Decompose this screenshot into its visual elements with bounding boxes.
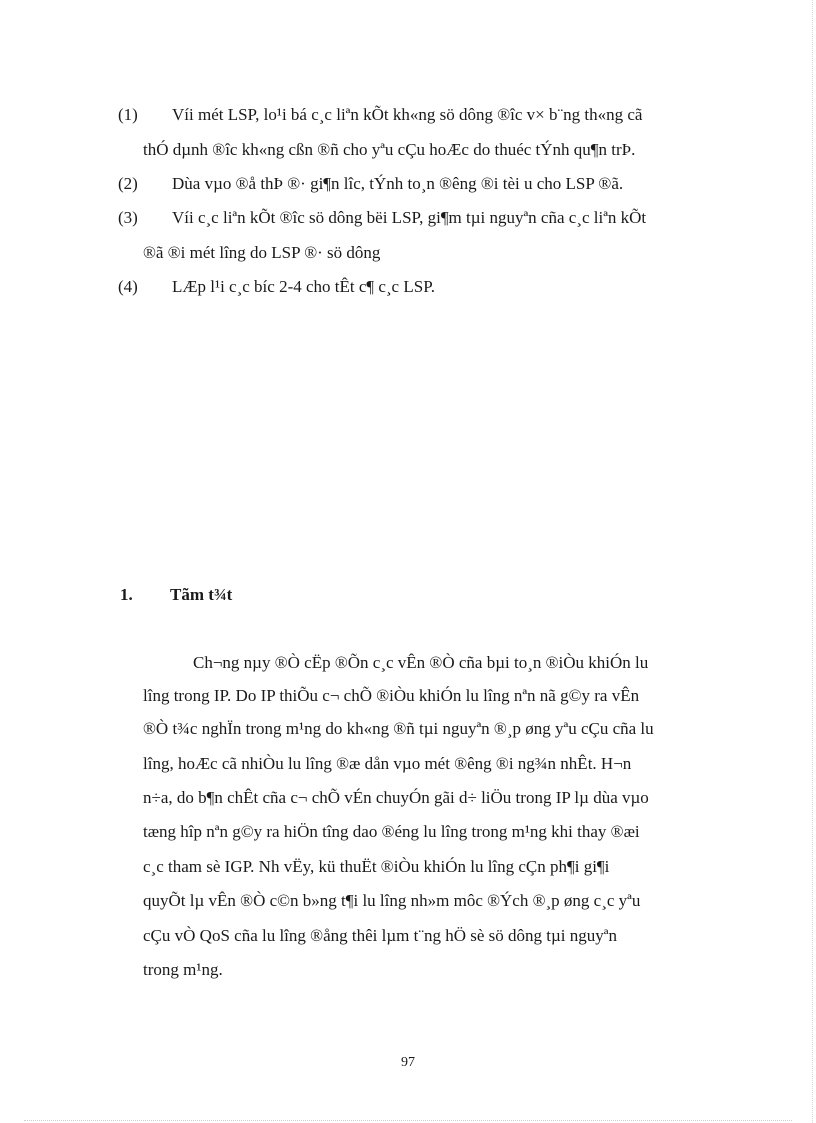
- list-number: (4): [118, 277, 138, 296]
- list-item-text: Víi mét LSP, lo¹i bá c¸c liªn kÕt kh«ng sö dông ®îc v× b¨ng th«ng cã: [172, 105, 643, 124]
- paragraph-line: lîng trong IP. Do IP thiÕu c¬ chÕ ®iÒu khiÓn lu lîng nªn nã g©y ra vÊn: [143, 686, 640, 705]
- paragraph-line: n÷a, do b¶n chÊt cña c¬ chÕ vÉn chuyÓn gãi d÷ liÖu trong IP lµ dùa vµo: [143, 788, 649, 807]
- paragraph-line: ®Ò t¾c nghÏn trong m¹ng do kh«ng ®ñ tµi nguyªn ®¸p øng yªu cÇu cña lu: [143, 719, 654, 738]
- list-item-text: Víi c¸c liªn kÕt ®îc sö dông bëi LSP, gi¶m tµi nguyªn cña c¸c liªn kÕt: [172, 208, 647, 227]
- page-bottom-border: [24, 1120, 792, 1121]
- list-number: (1): [118, 105, 138, 124]
- paragraph-line: c¸c tham sè IGP. Nh vËy, kü thuËt ®iÒu khiÓn lu lîng cÇn ph¶i gi¶i: [143, 857, 610, 876]
- paragraph-line: cÇu vÒ QoS cña lu lîng ®ång thêi lµm t¨ng hÖ sè sö dông tµi nguyªn: [143, 926, 617, 945]
- list-number: (2): [118, 174, 138, 193]
- section-number: 1.: [120, 585, 133, 604]
- paragraph-line: Ch¬ng nµy ®Ò cËp ®Õn c¸c vÊn ®Ò cña bµi to¸n ®iÒu khiÓn lu: [193, 653, 649, 672]
- paragraph-line: lîng, hoÆc cã nhiÒu lu lîng ®æ dån vµo mét ®êng ®i ng¾n nhÊt. H¬n: [143, 754, 632, 773]
- paragraph-line: quyÕt lµ vÊn ®Ò c©n b»ng t¶i lu lîng nh»m môc ®Ých ®¸p øng c¸c yªu: [143, 891, 641, 910]
- paragraph-line: trong m¹ng.: [143, 960, 223, 979]
- list-item-text: LÆp l¹i c¸c bíc 2-4 cho tÊt c¶ c¸c LSP.: [172, 277, 436, 296]
- list-item-text: Dùa vµo ®å thÞ ®· gi¶n lîc, tÝnh to¸n ®êng ®i tèi u cho LSP ®ã.: [172, 174, 624, 193]
- page-number: 97: [401, 1055, 415, 1070]
- section-title: Tãm t¾t: [170, 585, 233, 604]
- list-item-text: ®ã ®i mét lîng do LSP ®· sö dông: [143, 243, 381, 262]
- paragraph-line: tæng hîp nªn g©y ra hiÖn tîng dao ®éng lu lîng trong m¹ng khi thay ®æi: [143, 822, 640, 841]
- list-item-text: thÓ dµnh ®îc kh«ng cßn ®ñ cho yªu cÇu hoÆc do thuéc tÝnh qu¶n trÞ.: [143, 140, 636, 159]
- list-number: (3): [118, 208, 138, 227]
- page-right-border: [812, 0, 813, 1123]
